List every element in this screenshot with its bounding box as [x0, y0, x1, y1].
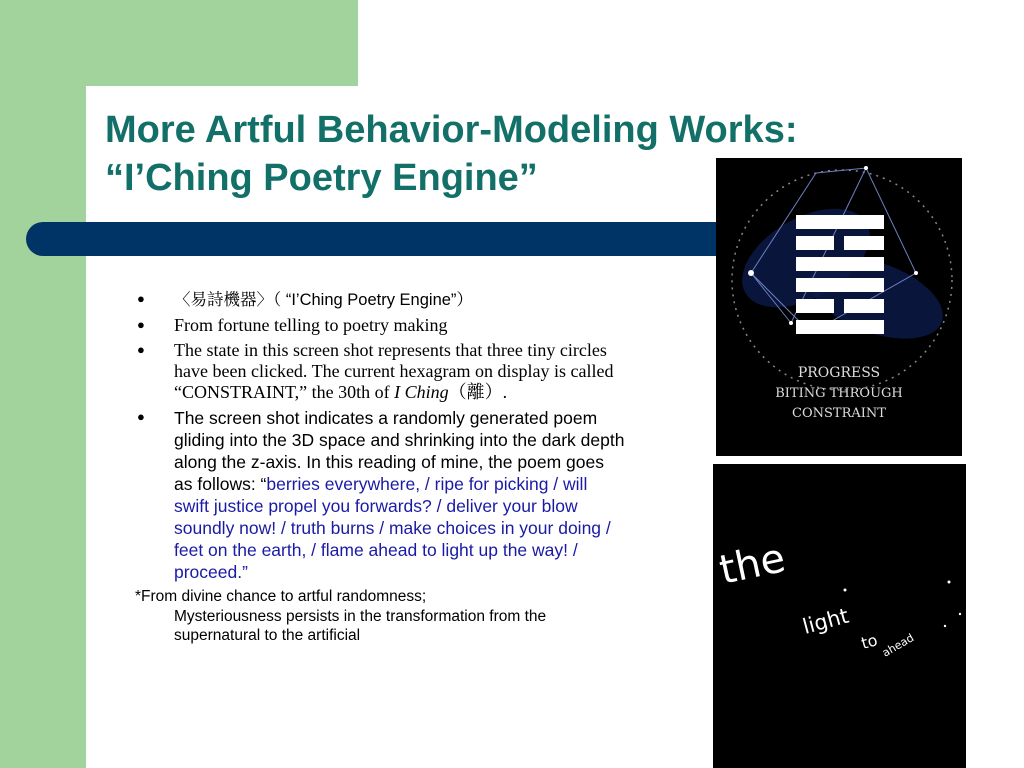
bullet-dot-icon: ● [137, 291, 145, 306]
bullet-item [135, 315, 625, 336]
poem-word-ahead: ahead [880, 631, 917, 660]
bullet-italic-text: I Ching [394, 382, 449, 402]
green-top-corner [0, 0, 358, 86]
bullet-text: 〈易詩機器〉（ “I’Ching Poetry Engine”） [174, 291, 473, 309]
bullet-text: From fortune telling to poetry making [174, 315, 448, 335]
hexagram-line-1: PROGRESS [797, 365, 881, 381]
poem-text: berries everywhere, / ripe for picking / will swift justice propel you forwards? / deliver your blow soundly now! / truth burns / make choices in your doing / feet on the earth, / flame ahead to light up the way! / proceed.” [174, 474, 611, 582]
bullet-text: The state in this screen shot represents that three tiny circles have been clicked. The current hexagram on display is called “CONSTRAINT,” the 30th of [174, 340, 614, 402]
bullet-item [135, 407, 625, 583]
poem-word-the: the [715, 535, 790, 594]
hexagram-line-3: CONSTRAINT [792, 406, 886, 421]
bullet-item [135, 340, 625, 403]
bullet-dot-icon: ● [137, 342, 145, 357]
poem-screenshot [713, 464, 966, 768]
poem-word-to: to [859, 630, 880, 653]
title-line-2: “I’Ching Poetry Engine” [105, 157, 538, 199]
bullet-dot-icon: ● [137, 409, 145, 424]
bullet-text-end: （離）. [448, 382, 508, 402]
bullet-text: The screen shot indicates a randomly generated poem gliding into the 3D space and shrinking into the dark depth along the z-axis. In this reading of mine, the poem goes as follows: “ [174, 408, 625, 494]
bullet-dot-icon: ● [137, 317, 145, 332]
title-line-1: More Artful Behavior-Modeling Works: [105, 109, 798, 151]
hexagram-screenshot [716, 158, 962, 456]
footnote-line-2: Mysteriousness persists in the transformation from the supernatural to the artificial [174, 607, 547, 644]
green-side-band [0, 0, 86, 768]
poem-word-light: light [800, 603, 852, 639]
bullet-item [135, 289, 625, 311]
footnote [135, 587, 625, 646]
bullet-list [135, 289, 625, 646]
footnote-line-1: *From divine chance to artful randomness; [135, 588, 427, 605]
title-divider-bar [26, 222, 746, 256]
hexagram-line-2: BITING THROUGH [775, 386, 903, 401]
